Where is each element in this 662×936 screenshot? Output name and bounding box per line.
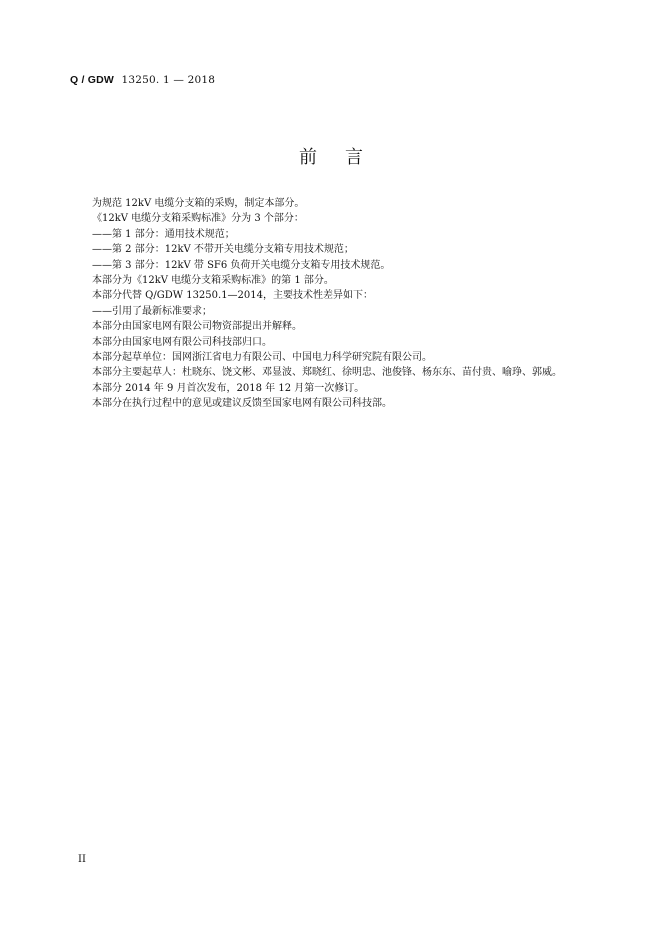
paragraph: 为规范 12kV 电缆分支箱的采购，制定本部分。 bbox=[92, 198, 305, 209]
paragraph: 本部分在执行过程中的意见或建议反馈至国家电网有限公司科技部。 bbox=[92, 398, 392, 410]
standard-code: Q / GDW bbox=[70, 74, 114, 86]
paragraph: 本部分 2014 年 9 月首次发布，2018 年 12 月第一次修订。 bbox=[92, 382, 365, 394]
page-number: II bbox=[78, 854, 86, 865]
paragraph: 本部分为《12kV 电缆分支箱采购标准》的第 1 部分。 bbox=[92, 275, 334, 287]
list-item: ——引用了最新标准要求； bbox=[92, 305, 212, 317]
page-title: 前言 bbox=[299, 147, 391, 168]
list-item: ——第 1 部分：通用技术规范； bbox=[92, 228, 235, 240]
foreword-body bbox=[70, 196, 590, 412]
document-header bbox=[70, 74, 215, 86]
standard-number: 13250. 1 — 2018 bbox=[121, 74, 216, 86]
paragraph: 本部分起草单位：国网浙江省电力有限公司、中国电力科学研究院有限公司。 bbox=[92, 352, 432, 364]
paragraph: 本部分代替 Q/GDW 13250.1—2014，主要技术性差异如下： bbox=[92, 290, 374, 302]
paragraph: 《12kV 电缆分支箱采购标准》分为 3 个部分： bbox=[92, 213, 304, 225]
list-item: ——第 2 部分：12kV 不带开关电缆分支箱专用技术规范； bbox=[92, 244, 354, 256]
paragraph: 本部分由国家电网有限公司科技部归口。 bbox=[92, 336, 272, 348]
list-item: ——第 3 部分：12kV 带 SF6 负荷开关电缆分支箱专用技术规范。 bbox=[92, 259, 391, 271]
paragraph: 本部分主要起草人：杜晓东、饶文彬、邓显波、郑晓红、徐明忠、池俊锋、杨东东、苗付贵、喻琤、郭威。 bbox=[92, 367, 562, 379]
paragraph: 本部分由国家电网有限公司物资部提出并解释。 bbox=[92, 321, 302, 333]
